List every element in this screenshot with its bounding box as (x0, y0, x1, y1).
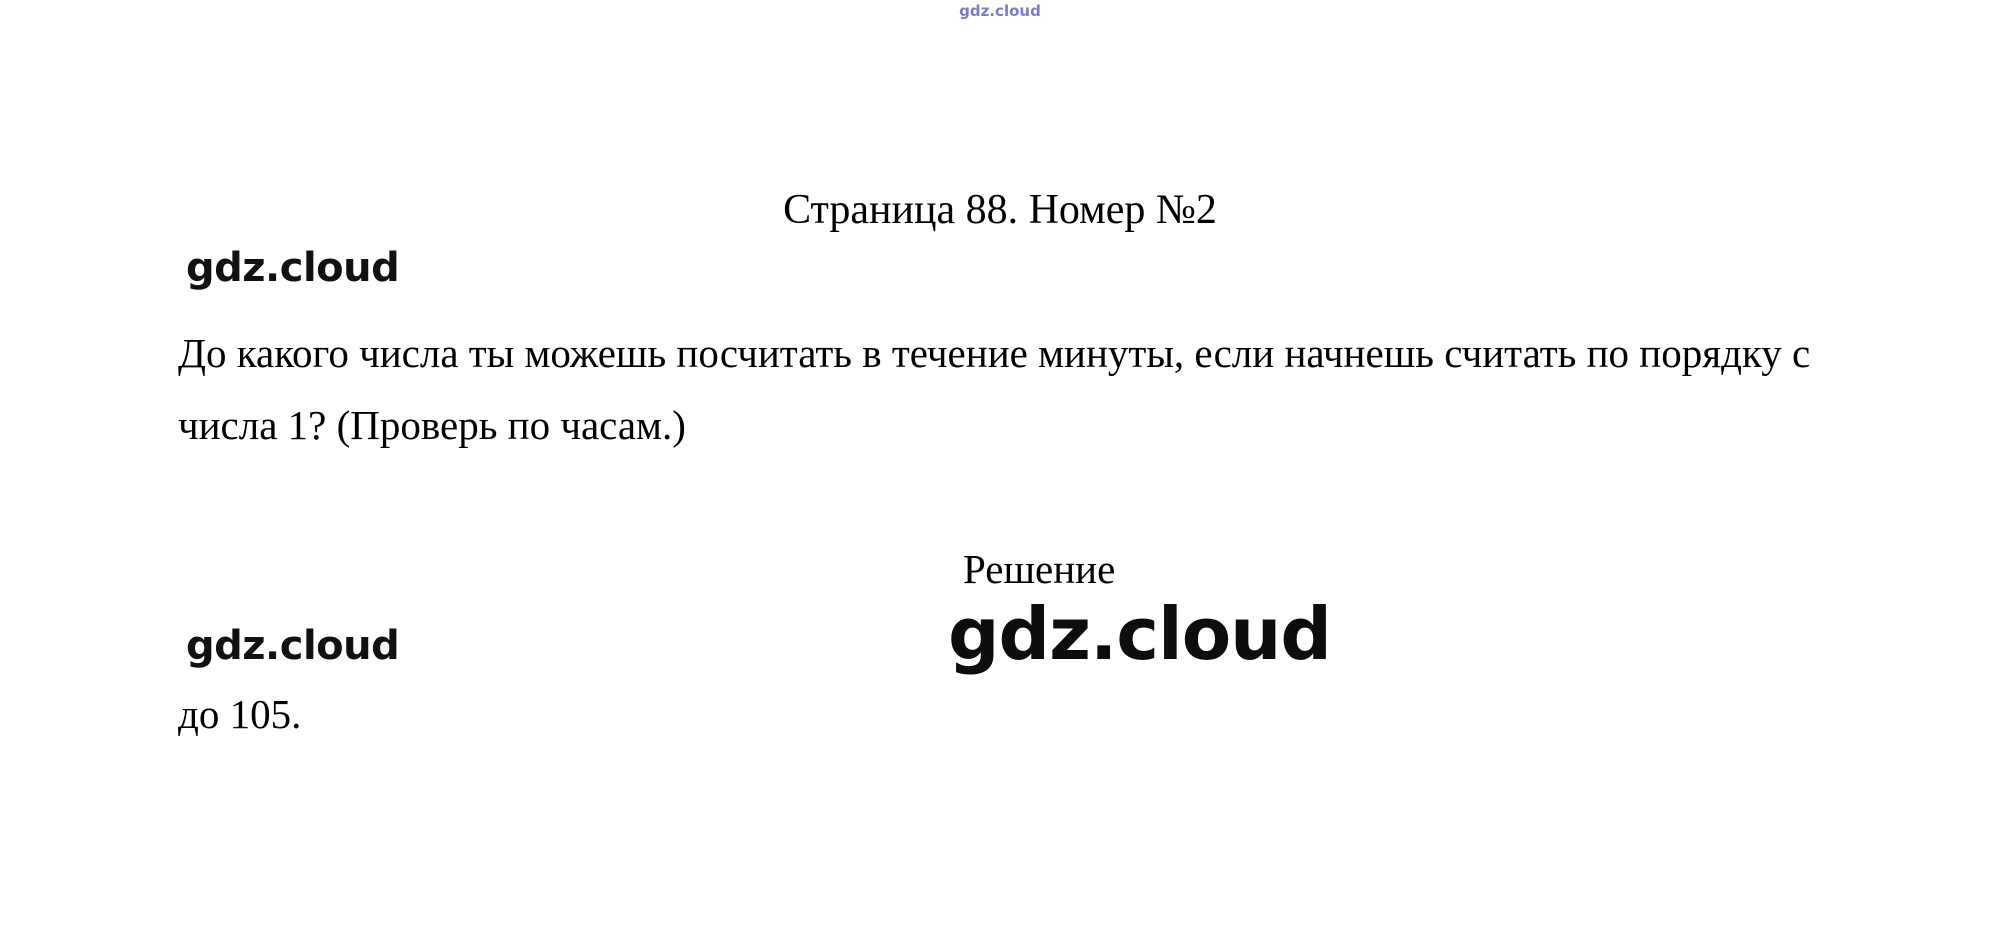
watermark-center-large: gdz.cloud (948, 592, 1331, 676)
watermark-left-upper: gdz.cloud (186, 245, 400, 291)
watermark-top: gdz.cloud (959, 2, 1041, 20)
answer-text: до 105. (178, 691, 302, 737)
question-text: До какого числа ты можешь посчитать в течение минуты, если начнешь считать по порядку с числа 1? (Проверь по часам.) (178, 330, 1811, 448)
solution-label: Решение (963, 546, 1116, 592)
watermark-left-lower: gdz.cloud (186, 623, 400, 669)
page-title: Страница 88. Номер №2 (783, 187, 1217, 233)
